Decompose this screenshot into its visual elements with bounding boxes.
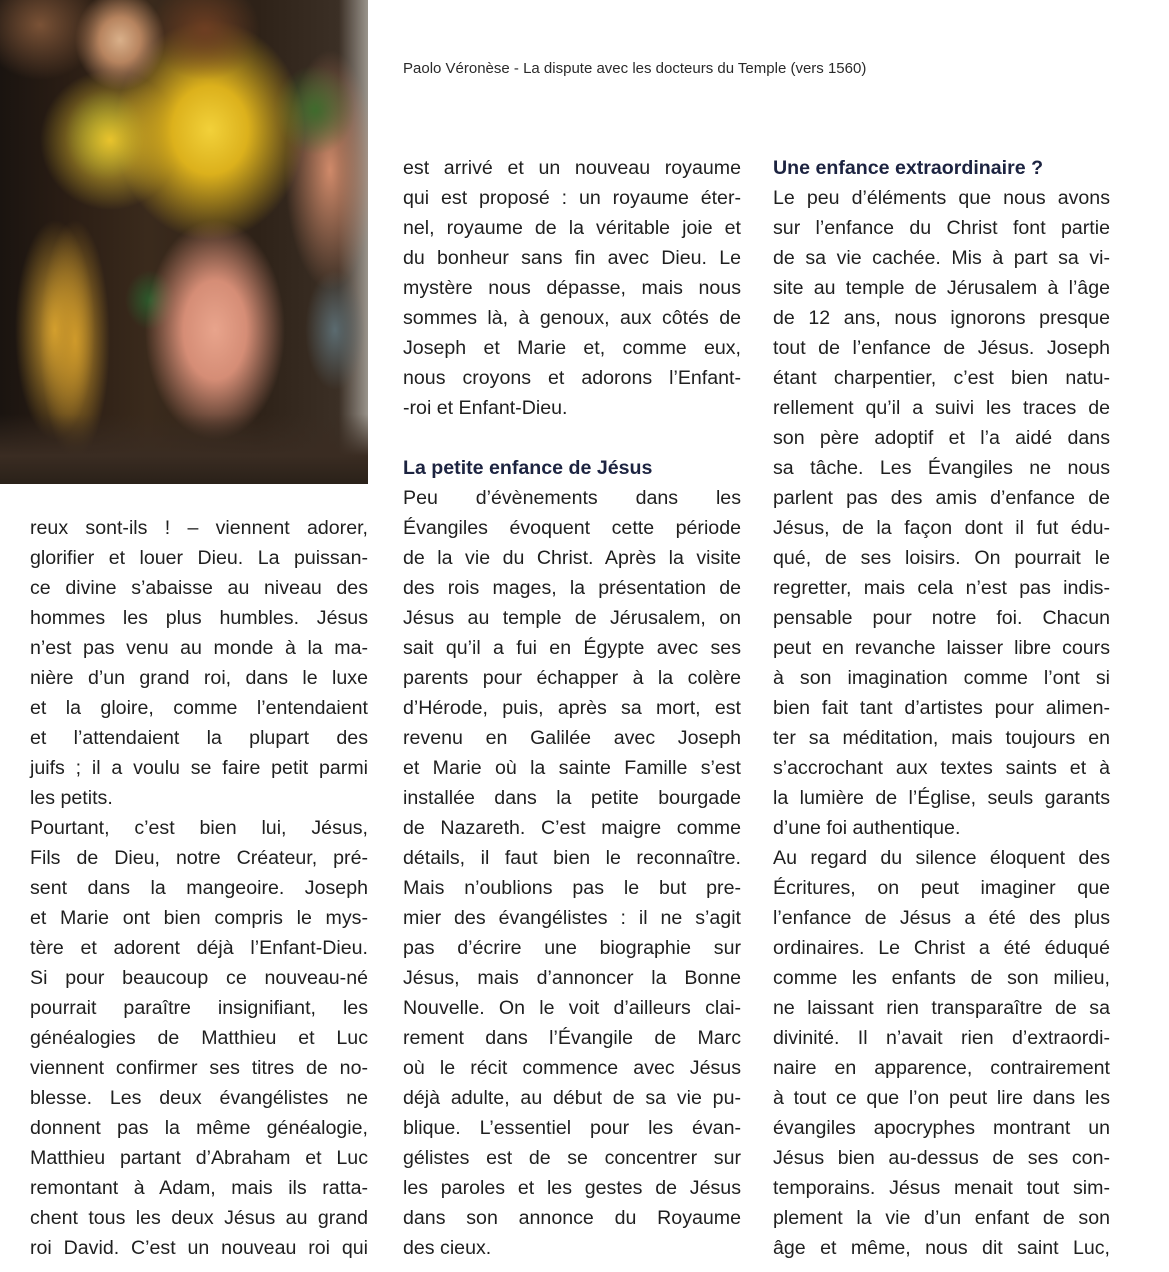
painting-image — [0, 0, 368, 484]
text-line: âge et même, nous dit saint Luc, — [773, 1237, 1110, 1259]
text-line: peut en revanche laisser libre cours — [773, 637, 1110, 659]
section-heading: La petite enfance de Jésus — [403, 457, 653, 479]
text-line: blesse. Les deux évangélistes ne — [30, 1087, 368, 1109]
text-line: Joseph et Marie et, comme eux, — [403, 337, 741, 359]
text-line: d’Hérode, puis, après sa mort, est — [403, 697, 741, 719]
text-line: parents pour échapper à la colère — [403, 667, 741, 689]
text-line: reux sont-ils ! – viennent adorer, — [30, 517, 368, 539]
text-line: de sa vie cachée. Mis à part sa vi- — [773, 247, 1110, 269]
text-line: et Marie ont bien compris le mys- — [30, 907, 368, 929]
text-line: s’accrochant aux textes saints et à — [773, 757, 1110, 779]
text-line: bien fait tant d’artistes pour alimen- — [773, 697, 1110, 719]
paragraph — [773, 843, 1110, 1263]
text-line: mier des évangélistes : il ne s’agit — [403, 907, 741, 929]
text-column-3 — [773, 153, 1110, 1263]
paragraph — [773, 183, 1110, 843]
text-line: blique. L’essentiel pour les évan- — [403, 1117, 741, 1139]
text-line: gélistes est de se concentrer sur — [403, 1147, 741, 1169]
text-line: Le peu d’éléments que nous avons — [773, 187, 1110, 209]
text-line: temporains. Jésus menait tout sim- — [773, 1177, 1110, 1199]
text-line: ordinaires. Le Christ a été éduqué — [773, 937, 1110, 959]
paragraph — [30, 813, 368, 1263]
text-line: les paroles et les gestes de Jésus — [403, 1177, 741, 1199]
text-line: Si pour beaucoup ce nouveau-né — [30, 967, 368, 989]
text-line: installée dans la petite bourgade — [403, 787, 741, 809]
text-line: Nouvelle. On le voit d’ailleurs clai- — [403, 997, 741, 1019]
paragraph — [403, 153, 741, 423]
text-line: tout de l’enfance de Jésus. Joseph — [773, 337, 1110, 359]
text-line: parlent pas des amis d’enfance de — [773, 487, 1110, 509]
text-line: où le récit commence avec Jésus — [403, 1057, 741, 1079]
text-line: rellement qu’il a suivi les traces de — [773, 397, 1110, 419]
text-line: plement la vie d’un enfant de son — [773, 1207, 1110, 1229]
text-line: l’enfance de Jésus a été des plus — [773, 907, 1110, 929]
section-heading: Une enfance extraordinaire ? — [773, 157, 1044, 179]
text-line: et la gloire, comme l’entendaient — [30, 697, 368, 719]
text-line: tère et adorent déjà l’Enfant-Dieu. — [30, 937, 368, 959]
text-line: Jésus, mais d’annoncer la Bonne — [403, 967, 741, 989]
figure-caption: Paolo Véronèse - La dispute avec les docteurs du Temple (vers 1560) — [403, 60, 867, 77]
text-line: nous croyons et adorons l’Enfant- — [403, 367, 741, 389]
text-line: à son imagination comme l’ont si — [773, 667, 1110, 689]
text-line: Jésus au temple de Jérusalem, on — [403, 607, 741, 629]
text-line: étant charpentier, c’est bien natu- — [773, 367, 1110, 389]
text-line: sommes là, à genoux, aux côtés de — [403, 307, 741, 329]
text-line: Écritures, on peut imaginer que — [773, 877, 1110, 899]
text-column-1 — [30, 513, 368, 1263]
text-line: naire en apparence, contrairement — [773, 1057, 1110, 1079]
text-line: détails, il faut bien le reconnaître. — [403, 847, 741, 869]
text-line: d’une foi authentique. — [773, 817, 961, 839]
text-line: Jésus, de la façon dont il fut édu- — [773, 517, 1110, 539]
text-line: remontant à Adam, mais ils ratta- — [30, 1177, 368, 1199]
text-line: de la vie du Christ. Après la visite — [403, 547, 741, 569]
text-line: roi David. C’est un nouveau roi qui — [30, 1237, 368, 1259]
text-line: Mais n’oublions pas le but pre- — [403, 877, 741, 899]
text-line: donnent pas la même généalogie, — [30, 1117, 368, 1139]
text-line: ne laissant rien transparaître de sa — [773, 997, 1110, 1019]
text-line: glorifier et louer Dieu. La puissan- — [30, 547, 368, 569]
text-line: comme les enfants de son milieu, — [773, 967, 1110, 989]
text-line: revenu en Galilée avec Joseph — [403, 727, 741, 749]
text-line: Pourtant, c’est bien lui, Jésus, — [30, 817, 368, 839]
text-line: Au regard du silence éloquent des — [773, 847, 1110, 869]
text-line: la lumière de l’Église, seuls garants — [773, 787, 1110, 809]
text-line: divinité. Il n’avait rien d’extraordi- — [773, 1027, 1110, 1049]
text-line: dans son annonce du Royaume — [403, 1207, 741, 1229]
text-line: Matthieu partant d’Abraham et Luc — [30, 1147, 368, 1169]
text-line: généalogies de Matthieu et Luc — [30, 1027, 368, 1049]
text-line: évangiles apocryphes montrant un — [773, 1117, 1110, 1139]
text-line: hommes les plus humbles. Jésus — [30, 607, 368, 629]
text-line: Peu d’évènements dans les — [403, 487, 741, 509]
text-line: qué, de ses loisirs. On pourrait le — [773, 547, 1110, 569]
text-line: ce divine s’abaisse au niveau des — [30, 577, 368, 599]
text-line: sait qu’il a fui en Égypte avec ses — [403, 637, 741, 659]
text-line: pourrait paraître insignifiant, les — [30, 997, 368, 1019]
text-column-2 — [403, 153, 741, 1263]
text-line: des cieux. — [403, 1237, 492, 1259]
text-line: et Marie où la sainte Famille s’est — [403, 757, 741, 779]
paragraph — [30, 513, 368, 813]
text-line: de Nazareth. C’est maigre comme — [403, 817, 741, 839]
text-line: -roi et Enfant-Dieu. — [403, 397, 568, 419]
text-line: est arrivé et un nouveau royaume — [403, 157, 741, 179]
text-line: Fils de Dieu, notre Créateur, pré- — [30, 847, 368, 869]
text-line: n’est pas venu au monde à la ma- — [30, 637, 368, 659]
text-line: des rois mages, la présentation de — [403, 577, 741, 599]
text-line: pensable pour notre foi. Chacun — [773, 607, 1110, 629]
text-line: nel, royaume de la véritable joie et — [403, 217, 741, 239]
text-line: qui est proposé : un royaume éter- — [403, 187, 741, 209]
paragraph-gap — [403, 423, 741, 453]
text-line: site au temple de Jérusalem à l’âge — [773, 277, 1110, 299]
text-line: Évangiles évoquent cette période — [403, 517, 741, 539]
text-line: ter sa méditation, mais toujours en — [773, 727, 1110, 749]
text-line: sur l’enfance du Christ font partie — [773, 217, 1110, 239]
text-line: de 12 ans, nous ignorons presque — [773, 307, 1110, 329]
text-line: du bonheur sans fin avec Dieu. Le — [403, 247, 741, 269]
text-line: pas d’écrire une biographie sur — [403, 937, 741, 959]
text-line: sa tâche. Les Évangiles ne nous — [773, 457, 1110, 479]
text-line: déjà adulte, au début de sa vie pu- — [403, 1087, 741, 1109]
text-line: chent tous les deux Jésus au grand — [30, 1207, 368, 1229]
text-line: à tout ce que l’on peut lire dans les — [773, 1087, 1110, 1109]
text-line: Jésus bien au-dessus de ses con- — [773, 1147, 1110, 1169]
text-line: sent dans la mangeoire. Joseph — [30, 877, 368, 899]
text-line: regretter, mais cela n’est pas indis- — [773, 577, 1110, 599]
text-line: mystère nous dépasse, mais nous — [403, 277, 741, 299]
text-line: viennent confirmer ses titres de no- — [30, 1057, 368, 1079]
text-line: les petits. — [30, 787, 113, 809]
text-line: nière d’un grand roi, dans le luxe — [30, 667, 368, 689]
paragraph — [403, 483, 741, 1263]
text-line: et l’attendaient la plupart des — [30, 727, 368, 749]
text-line: juifs ; il a voulu se faire petit parmi — [30, 757, 368, 779]
text-line: son père adoptif et l’a aidé dans — [773, 427, 1110, 449]
text-line: rement dans l’Évangile de Marc — [403, 1027, 741, 1049]
